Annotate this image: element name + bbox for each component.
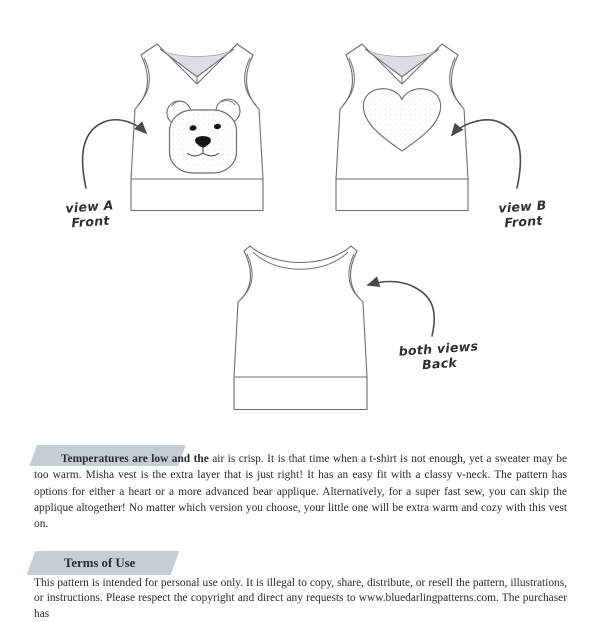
label-back-line2: Back [421, 354, 458, 373]
bear-applique-icon [167, 99, 240, 173]
intro-lead-text: Temperatures are low and the [61, 453, 209, 465]
intro-body-text: air is crisp. It is that time when a t-shirt is not enough, yet a sweater may be too warm. Misha vest is the extra layer that is just right! It has an easy fit with a classy v-neck. The pattern has options for either a heart or a more advanced bear applique. Alternatively, for a super fast sew, you can skip the applique altogether! No matter which version you choose, your little one will be extra warm and cozy with this vest on. [34, 453, 567, 531]
intro-paragraph [34, 451, 567, 532]
arrow-back-icon [368, 282, 434, 337]
label-view-b-line1: view B [497, 197, 548, 216]
vest-front-view-b [336, 44, 468, 211]
label-view-b-line2: Front [503, 212, 544, 231]
label-view-a-line2: Front [70, 212, 111, 231]
label-view-a-line1: view A [64, 197, 115, 216]
terms-paragraph: This pattern is intended for personal use only. It is illegal to copy, share, distribute, or resell the pattern, illustrations, or instructions. Please respect the copyright and direct any requests to www.bluedarlingpatterns.com. The purchaser has [34, 577, 567, 620]
vest-back-body [234, 246, 367, 410]
vest-front-view-a [131, 44, 263, 211]
label-view-a [51, 196, 129, 231]
label-view-b [484, 196, 562, 231]
terms-heading: Terms of Use [64, 556, 136, 570]
label-back [392, 338, 486, 374]
vest-back [234, 246, 367, 410]
label-back-line1: both views [398, 338, 479, 359]
